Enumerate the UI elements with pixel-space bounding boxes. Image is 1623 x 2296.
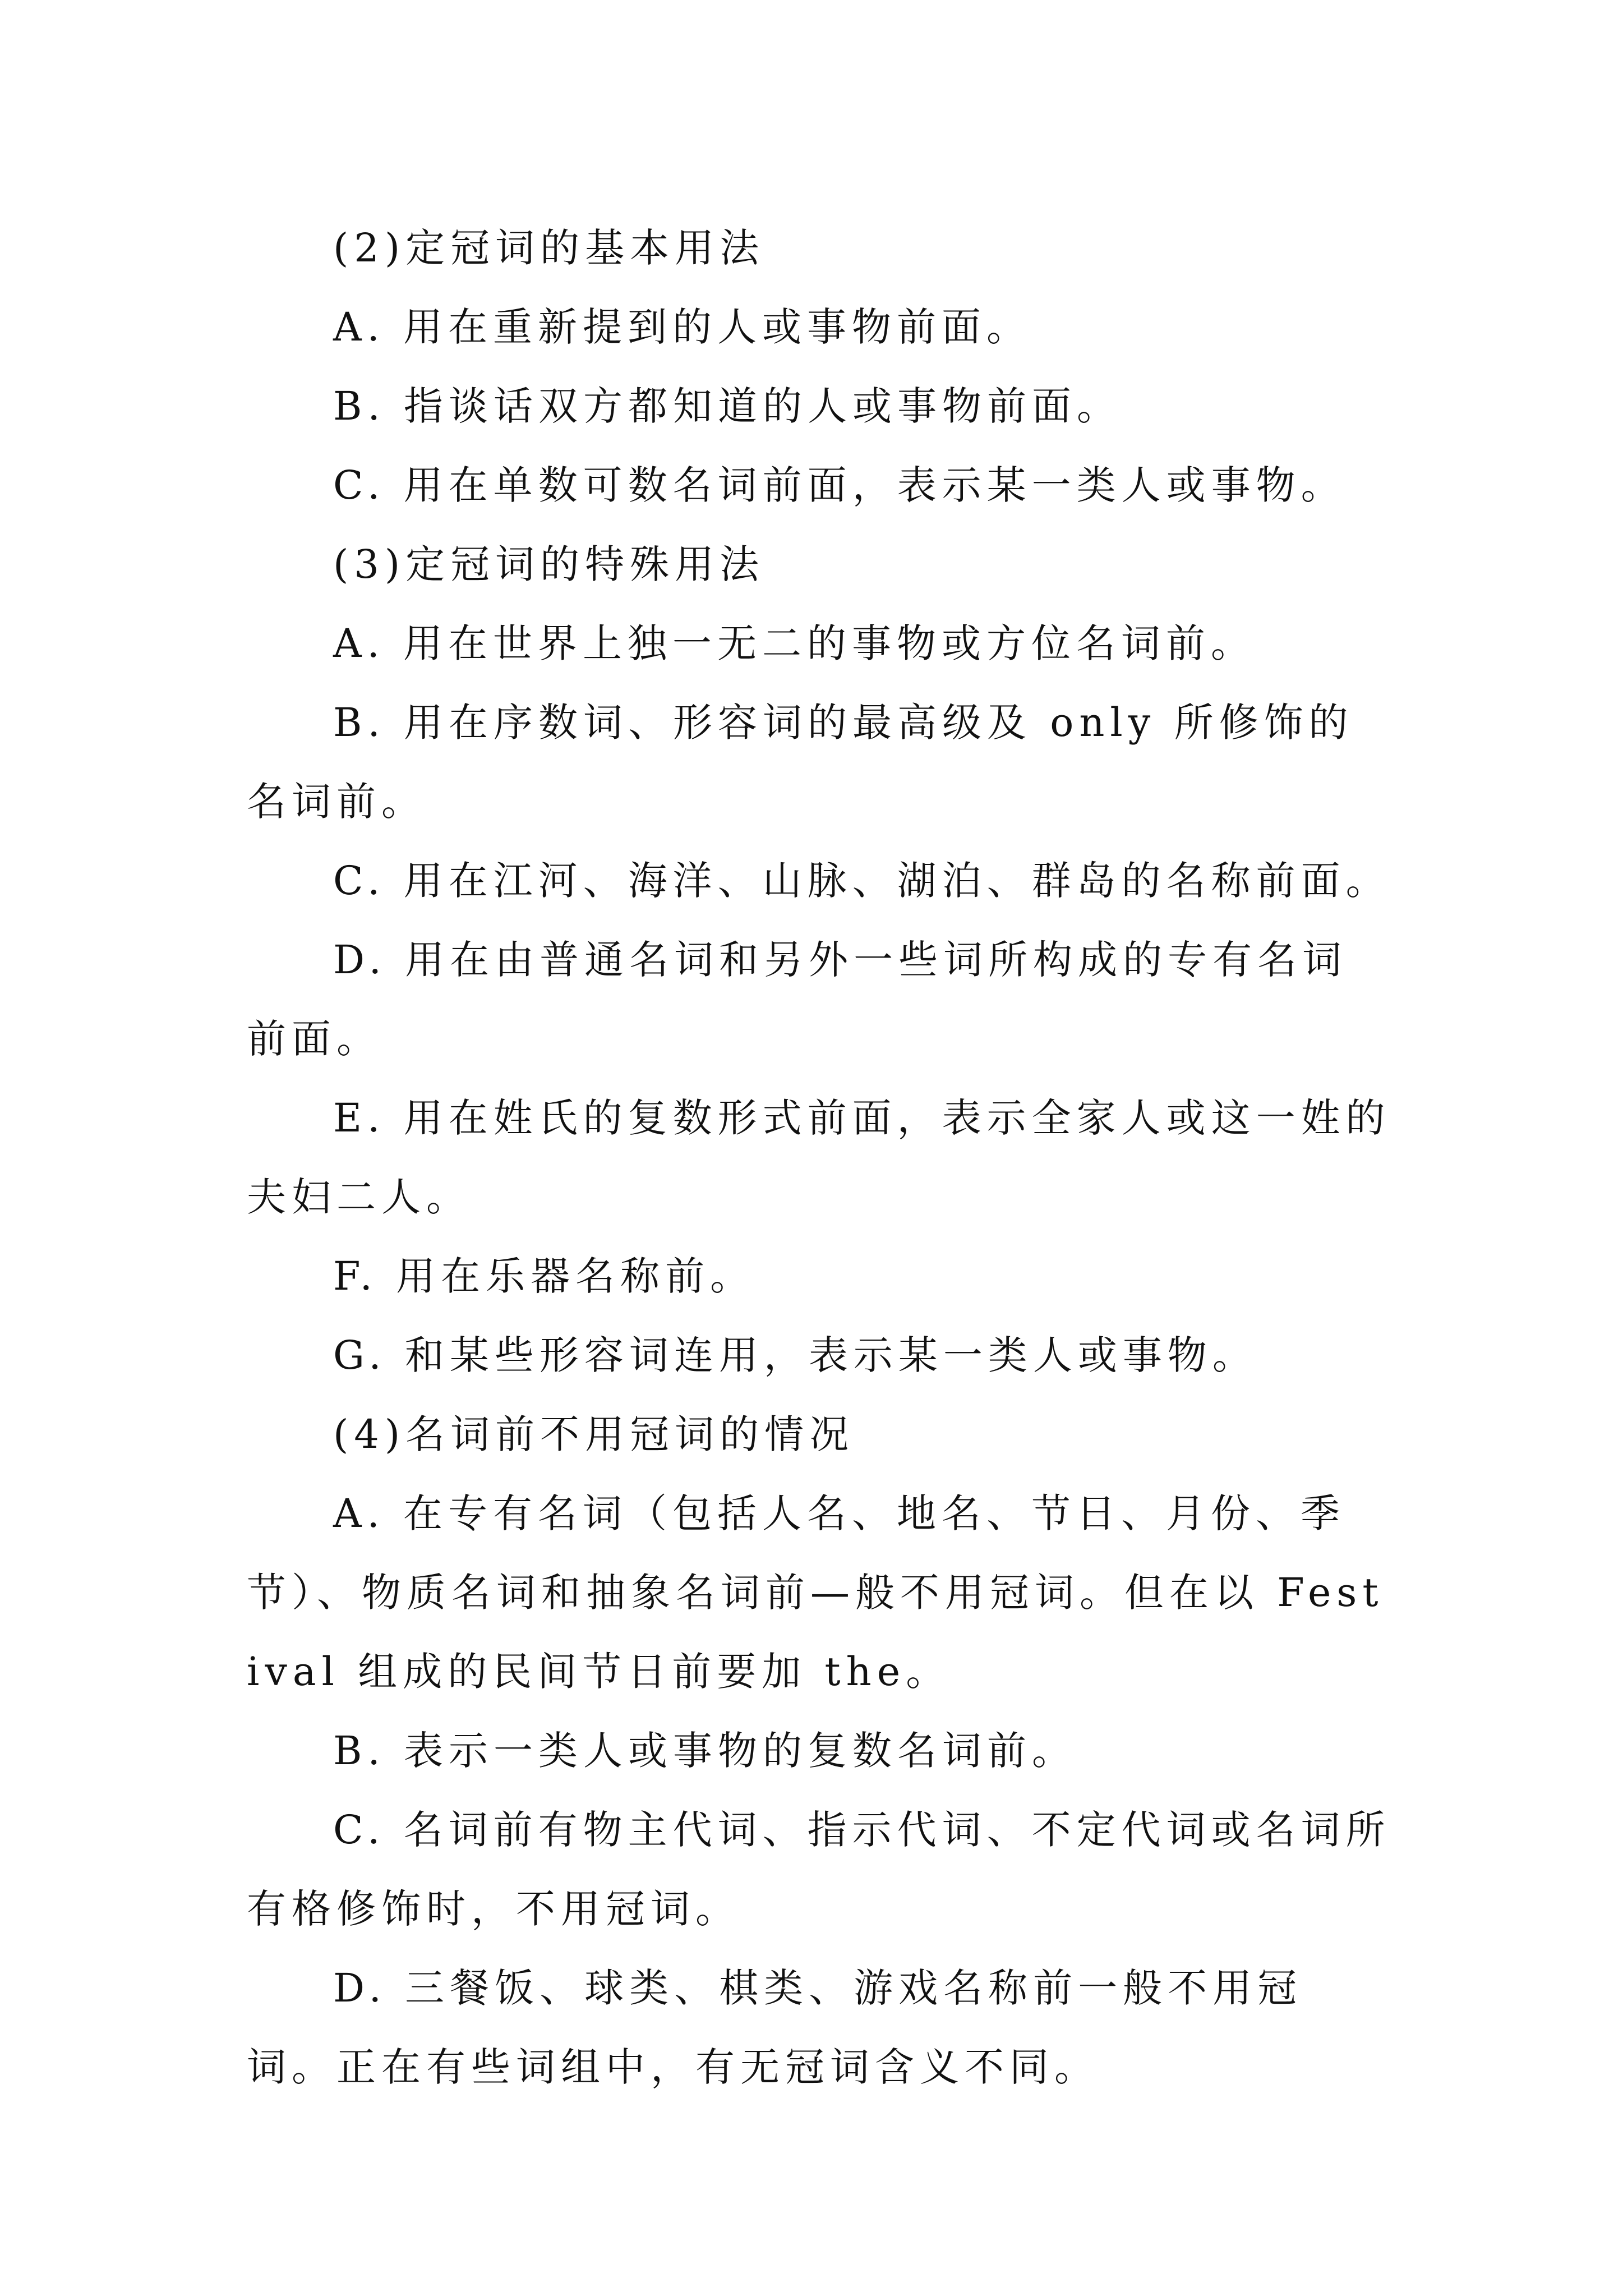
document-body — [247, 209, 1391, 2107]
list-item: D. 用在由普通名词和另外一些词所构成的专有名词前面。 — [247, 937, 1348, 1062]
list-item: A. 用在重新提到的人或事物前面。 — [333, 304, 1032, 350]
section-heading-definite-article-basic-usage: (2)定冠词的基本用法 — [333, 225, 765, 271]
list-item: C. 名词前有物主代词、指示代词、不定代词或名词所有格修饰时，不用冠词。 — [247, 1807, 1391, 1932]
section-heading-no-article-cases: (4)名词前不用冠词的情况 — [333, 1411, 855, 1457]
section-heading-definite-article-special-usage: (3)定冠词的特殊用法 — [333, 541, 765, 587]
list-item: B. 表示一类人或事物的复数名词前。 — [333, 1728, 1077, 1774]
list-item: A. 在专有名词（包括人名、地名、节日、月份、季节）、物质名词和抽象名词前—般不用冠词。但在以 Festival 组成的民间节日前要加 the。 — [247, 1490, 1384, 1695]
list-item: C. 用在江河、海洋、山脉、湖泊、群岛的名称前面。 — [333, 858, 1391, 904]
list-item: B. 指谈话双方都知道的人或事物前面。 — [333, 383, 1122, 429]
list-item: D. 三餐饭、球类、棋类、游戏名称前一般不用冠词。正在有些词组中，有无冠词含义不同。 — [247, 1965, 1303, 2090]
list-item: F. 用在乐器名称前。 — [333, 1253, 755, 1299]
list-item: G. 和某些形容词连用，表示某一类人或事物。 — [333, 1332, 1257, 1378]
list-item: B. 用在序数词、形容词的最高级及 only 所修饰的名词前。 — [247, 700, 1354, 825]
list-item: A. 用在世界上独一无二的事物或方位名词前。 — [333, 620, 1256, 666]
list-item: E. 用在姓氏的复数形式前面，表示全家人或这一姓的夫妇二人。 — [247, 1095, 1391, 1220]
list-item: C. 用在单数可数名词前面，表示某一类人或事物。 — [333, 462, 1346, 508]
